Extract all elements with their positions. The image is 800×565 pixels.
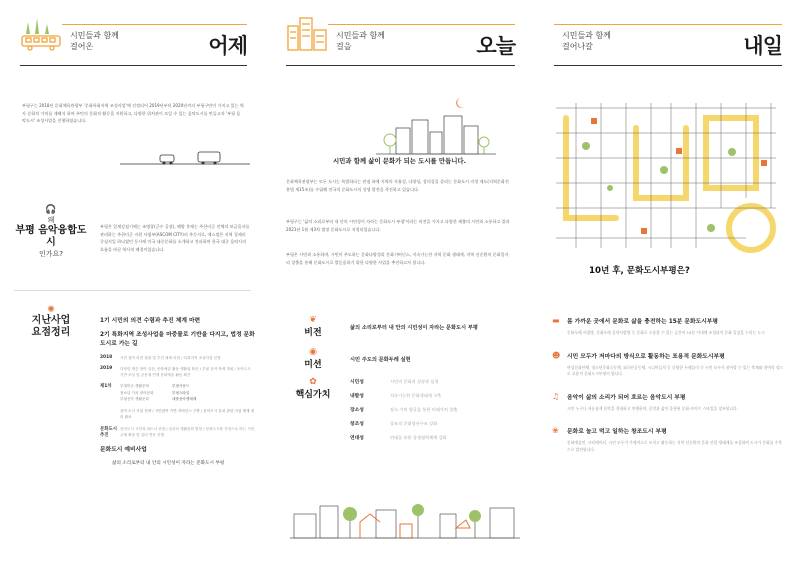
question-text: 부평은 일제강점기에는 조병창(군수 공장), 해방 후에는 주한미군 전체의 보급물자를 관리하는 주한미군 지원 사령부(ASCOM CITY)의 주둔지로, 애스컴은 지역 경제의 중심지일 하나였던 동시에 미국 대중문화를 소개하고 전파하며 한국 대중 음악사의 흐름을 바꾼 역사적 배경이었습니다. — [100, 224, 250, 252]
subtitle-line-1: 시민들과 함께 — [70, 31, 119, 40]
music-note-icon: ♫ — [552, 391, 560, 401]
list-item: 2기 특화지역 조성사업을 마중물로 기반을 다지고, 법정 문화도시로 가는 길 — [100, 332, 255, 347]
table-row: 장소성 장소 가치 발굴을 통한 미래가치 창출 — [350, 406, 458, 413]
future-city-maze-illustration — [546, 88, 788, 263]
sprout-icon: ❀ — [552, 426, 559, 435]
list-item: ❀ 문화로 놀고 먹고 일하는 창조도시 부평 문화예술인, 크리에이터, 시민 모두가 주체적으로 모이고 활동하는 지역 선순환의 문화 산업 생태계를 조성하여 도시가 문화를 주축으로 발전합니다. — [552, 426, 782, 452]
subtitle-line-2: 걸어온 — [70, 42, 94, 51]
intro-text: 부평구는 2018년 문화체육관광부 '문화특화지역 조성사업'에 선정되어 2019년부터 2020년까지 부평구만이 가지고 있는 역사 문화적 가치를 재해석 하여 주민의 문화적 활동을 지원하고, 다양한 위치관이 모일 수 있는 음악도시를 만들고자 '부평 음악도시' 조성사업을 진행하였습니다. — [22, 103, 244, 123]
table-row: 연대성 연대를 통한 상생협력체계 강화 — [350, 434, 447, 441]
vision-row: ❦ 비전 삶의 소리로부터 내 안의 시민성이 자라는 문화도시 부평 — [276, 316, 523, 338]
timeline — [100, 355, 255, 378]
list-item: ☻ 시민 모두가 저마다의 방식으로 활동하는 포용적 문화도시부평 여성문화단체, 청소년문화공동체, 외국인공동체, 시니어들의 등 다양한 두레들이 등 시민 모두가 참여할 수 있는 축제와 참여의 장으로 포용적 문화도시부평이 됩니다. — [552, 350, 784, 376]
core-values-table — [350, 378, 457, 448]
table-row: 내발성 지속가능한 문화생태계 구축 — [350, 392, 442, 399]
summary-block: ✺ 지난사업 요점정리 — [14, 305, 88, 339]
leaf-icon: ❦ — [309, 315, 317, 325]
timeline-row: 2019 다양한 계층 참여 실현, 문화예술 활동 생활권 확산 / 부평 음악 축제 개최 / 음악도시 기반 조성 및 공동체 연계 문화예술 활동 확산 — [100, 366, 251, 377]
headphones-icon: 🎧 — [45, 205, 57, 215]
list-item-desc: 삶의 소리로부터 내 안의 시민성이 자라는 문화도시 부평 — [112, 460, 225, 466]
handshake-icon: ▬ — [552, 316, 560, 325]
page-title: 내일 — [743, 34, 782, 58]
today-column — [266, 0, 533, 565]
subtitle-line-2: 걸어나갈 — [562, 42, 593, 51]
subtitle-line-1: 시민들과 함께 — [336, 31, 385, 40]
future-question: 10년 후, 문화도시부평은? — [589, 266, 690, 276]
slogan: 시민과 함께 삶이 문화가 되는 도시를 만듭니다. — [332, 157, 467, 165]
bulb-icon: ✺ — [47, 305, 55, 315]
buildings-icon — [286, 12, 328, 54]
table-row: 창조성 창조적 문화생산구조 강화 — [350, 420, 438, 427]
skyline-illustration — [376, 92, 496, 162]
tomorrow-column — [534, 0, 800, 565]
yesterday-header — [20, 12, 247, 67]
pin-icon: ◉ — [309, 347, 317, 357]
summary-list — [100, 317, 255, 466]
page-title: 오늘 — [476, 34, 515, 58]
paragraph: 문화체육관광부는 모든 도시는 특별하다는 관점 하에 지역의 자율성, 다양성, 창의성을 살리는 문화도시 지정 제도(지역문화진흥법 제15조)를 수립해 전국적 문화도시의 상생 발전을 촉진하고 있습니다. — [286, 179, 509, 192]
timeline-row: 2018 시민 참여 의견 청취 및 추진 체계 마련 / 특화지역 조성사업 선정 — [100, 355, 221, 360]
tomorrow-header — [554, 12, 782, 67]
timeline-row: 문화도시 추진 음악도시 시민과 파트너 선정 / 일상의 생활문화 발현 / 문화도시를 거점으로 하는 시민주체 확장 및 일터 연동 진행 — [100, 426, 255, 438]
mission-value: 시민 주도의 문화두레 실현 — [350, 356, 411, 363]
yesterday-column — [0, 0, 265, 565]
people-icon: ☻ — [552, 350, 561, 360]
vision-mission — [276, 316, 523, 448]
phase-note: 음악 도시 사업 전략 / 시민참여 기반 거버넌스 구축 / 음악도시 유치 관련 사업 체계 정리 완료 — [120, 408, 255, 419]
flower-icon: ✿ — [309, 377, 317, 387]
city-street-illustration — [290, 484, 520, 542]
paragraph: 부평구는 '삶의 소리로부터 내 안의 시민성이 자라는 문화도시 부평'이라는 비전을 가지고 다양한 제출의 시민과 소통하고 결과 2021년 1월 제3차 법정 문화도시로 지정되었습니다. — [286, 219, 510, 232]
list-item: 1기 시민의 의견 수렴과 추진 체계 마련 — [100, 318, 201, 324]
vision-value: 삶의 소리로부터 내 안의 시민성이 자라는 문화도시 부평 — [350, 324, 478, 331]
table-row: 시민성 시민의 문화적 성장과 실천 — [350, 378, 439, 385]
list-item: 문화도시 예비사업 — [100, 446, 147, 453]
road-illustration — [120, 148, 250, 166]
mission-row: ◉ 미션 시민 주도의 문화두레 실현 — [276, 348, 523, 370]
list-item: ♫ 음악이 삶의 소리가 되어 흐르는 음악도시 부평 시민 누구나 자유롭게 음악을 경험하고 연행하며, 음악과 삶이 융합된 문화 라이프 스타일을 창조합니다. — [552, 391, 738, 411]
paragraph: 부평은 시민과 소통하며, 시민이 주도하는 문화다양성과 문화거버넌스, 지속가능한 지역 문화 생태계, 지역 선순환의 문화일자리 창출을 통해 문화도시로 발돋움하기 위한 다양한 사업을 추진하고자 합니다. — [286, 252, 509, 265]
goal-list — [552, 316, 784, 467]
question-block: 🎧 왜 부평 음악융합도시 인가요? — [15, 205, 87, 258]
core-values: ✿ 핵심가치 시민성 시민의 문화적 성장과 실천 내발성 지속가능한 문화생태계 구축 장소성 장소 가치 발굴을 통한 미래가치 창출 창조성 창조적 문화생산구조 강화 연대성 연대를 통한 상생협력체계 강화 — [276, 378, 523, 448]
subtitle-line-2: 걸을 — [336, 42, 352, 51]
city-icon — [20, 12, 62, 54]
phase-one-diagram: 제1차 부평미군 생활문화 청소년 가치 창의문화 부평음악 생활문화 부평사운드 부평스타일 대중음악생태계 — [100, 384, 197, 401]
page-title: 어제 — [208, 34, 247, 58]
list-item: ▬ 몸 가까운 곳에서 문화로 삶을 충전하는 15분 문화도시부평 문화두레 사랑방, 문화두레 음악사랑방 등 문화로 소통할 수 있는 공간이 15분 이내에 조성되어 문화 일상을 누리는 도시 — [552, 316, 765, 335]
today-header — [286, 12, 515, 67]
subtitle-line-1: 시민들과 함께 — [562, 31, 611, 40]
